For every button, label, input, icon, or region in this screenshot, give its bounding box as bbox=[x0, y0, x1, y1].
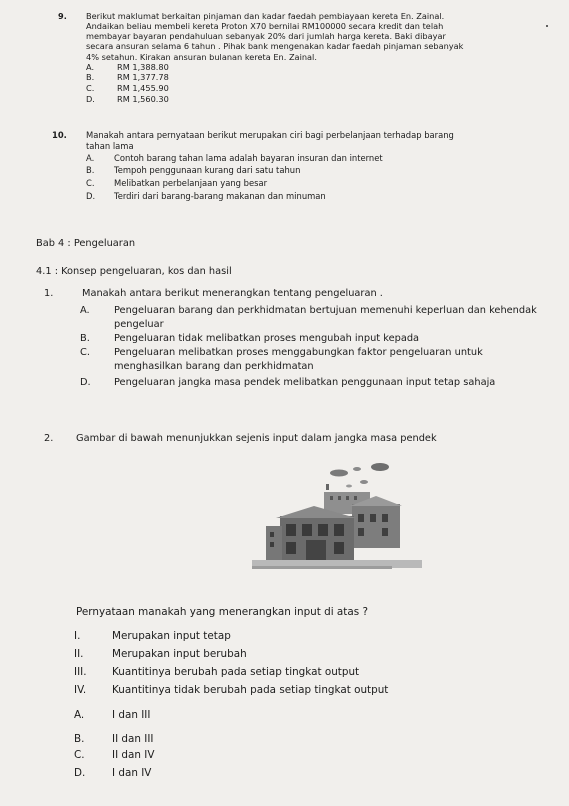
q1-option-a-letter: A. bbox=[80, 305, 90, 316]
q2-option-c-text: II dan IV bbox=[112, 749, 155, 761]
q9-option-a-letter: A. bbox=[86, 62, 95, 72]
q2-option-d-text: I dan IV bbox=[112, 767, 152, 779]
q2-statement-3-text: Kuantitinya berubah pada setiap tingkat output bbox=[112, 666, 360, 678]
q2-option-b-text: II dan III bbox=[112, 733, 154, 745]
subtopic-heading: 4.1 : Konsep pengeluaran, kos dan hasil bbox=[36, 266, 232, 277]
q1-option-c-line-2: menghasilkan barang dan perkhidmatan bbox=[114, 361, 314, 372]
q1-stem: Manakah antara berikut menerangkan tentang pengeluaran . bbox=[82, 288, 383, 299]
q2-number: 2. bbox=[44, 433, 54, 444]
q9-option-c-text: RM 1,455.90 bbox=[117, 83, 169, 93]
q2-statement-4-text: Kuantitinya tidak berubah pada setiap tingkat output bbox=[112, 684, 389, 696]
q9-line-3: membayar bayaran pendahuluan sebanyak 20% dari jumlah harga kereta. Baki dibayar bbox=[86, 31, 446, 41]
q10-number: 10. bbox=[52, 130, 67, 140]
q2-option-d-letter: D. bbox=[74, 767, 86, 779]
q2-option-c-letter: C. bbox=[74, 749, 85, 761]
factory-building-image bbox=[252, 460, 422, 578]
q2-option-a-text: I dan III bbox=[112, 709, 151, 721]
q9-number: 9. bbox=[58, 11, 67, 21]
factory-building-illustration bbox=[252, 460, 422, 578]
q1-option-a-line-2: pengeluar bbox=[114, 319, 164, 330]
q9-option-c-letter: C. bbox=[86, 83, 95, 93]
q10-option-c-text: Melibatkan perbelanjaan yang besar bbox=[114, 178, 268, 188]
q10-option-c-letter: C. bbox=[86, 178, 95, 188]
q9-option-a-text: RM 1,388.80 bbox=[117, 62, 169, 72]
q2-statement-2-roman: II. bbox=[74, 648, 84, 660]
q1-number: 1. bbox=[44, 288, 54, 299]
q2-statement-4-roman: IV. bbox=[74, 684, 87, 696]
q1-option-a-line-1: Pengeluaran barang dan perkhidmatan bertujuan memenuhi keperluan dan kehendak bbox=[114, 305, 537, 316]
q2-stem: Gambar di bawah menunjukkan sejenis input dalam jangka masa pendek bbox=[76, 433, 437, 444]
q9-option-b-letter: B. bbox=[86, 72, 95, 82]
q1-option-b-letter: B. bbox=[80, 333, 90, 344]
q9-line-1: Berikut maklumat berkaitan pinjaman dan kadar faedah pembiayaan kereta En. Zainal. bbox=[86, 11, 445, 21]
q10-option-a-letter: A. bbox=[86, 153, 95, 163]
q10-option-b-text: Tempoh penggunaan kurang dari satu tahun bbox=[114, 165, 301, 175]
q9-option-b-text: RM 1,377.78 bbox=[117, 72, 169, 82]
q2-statement-2-text: Merupakan input berubah bbox=[112, 648, 247, 660]
q2-option-b-letter: B. bbox=[74, 733, 85, 745]
q2-statement-3-roman: III. bbox=[74, 666, 87, 678]
q10-line-2: tahan lama bbox=[86, 141, 134, 151]
q1-option-d-letter: D. bbox=[80, 377, 91, 388]
q10-option-a-text: Contoh barang tahan lama adalah bayaran insuran dan internet bbox=[114, 153, 383, 163]
q2-question: Pernyataan manakah yang menerangkan input di atas ? bbox=[76, 606, 368, 618]
q9-line-5: 4% setahun. Kirakan ansuran bulanan kereta En. Zainal. bbox=[86, 52, 317, 62]
q1-option-c-letter: C. bbox=[80, 347, 90, 358]
q2-option-a-letter: A. bbox=[74, 709, 85, 721]
q9-line-2: Andaikan beliau membeli kereta Proton X70 bernilai RM100000 secara kredit dan telah bbox=[86, 21, 444, 31]
q10-line-1: Manakah antara pernyataan berikut merupakan ciri bagi perbelanjaan terhadap barang bbox=[86, 130, 454, 140]
q10-option-d-letter: D. bbox=[86, 191, 96, 201]
q1-option-b-line-1: Pengeluaran tidak melibatkan proses mengubah input kepada bbox=[114, 333, 420, 344]
stray-mark bbox=[546, 25, 548, 27]
chapter-heading: Bab 4 : Pengeluaran bbox=[36, 238, 136, 249]
q1-option-d-line-1: Pengeluaran jangka masa pendek melibatkan penggunaan input tetap sahaja bbox=[114, 377, 496, 388]
q10-option-b-letter: B. bbox=[86, 165, 95, 175]
q1-option-c-line-1: Pengeluaran melibatkan proses menggabungkan faktor pengeluaran untuk bbox=[114, 347, 483, 358]
q9-line-4: secara ansuran selama 6 tahun . Pihak bank mengenakan kadar faedah pinjaman sebanyak bbox=[86, 41, 464, 51]
q2-statement-1-roman: I. bbox=[74, 630, 81, 642]
q9-option-d-letter: D. bbox=[86, 94, 95, 104]
q9-option-d-text: RM 1,560.30 bbox=[117, 94, 169, 104]
q2-statement-1-text: Merupakan input tetap bbox=[112, 630, 231, 642]
q10-option-d-text: Terdiri dari barang-barang makanan dan minuman bbox=[114, 191, 326, 201]
